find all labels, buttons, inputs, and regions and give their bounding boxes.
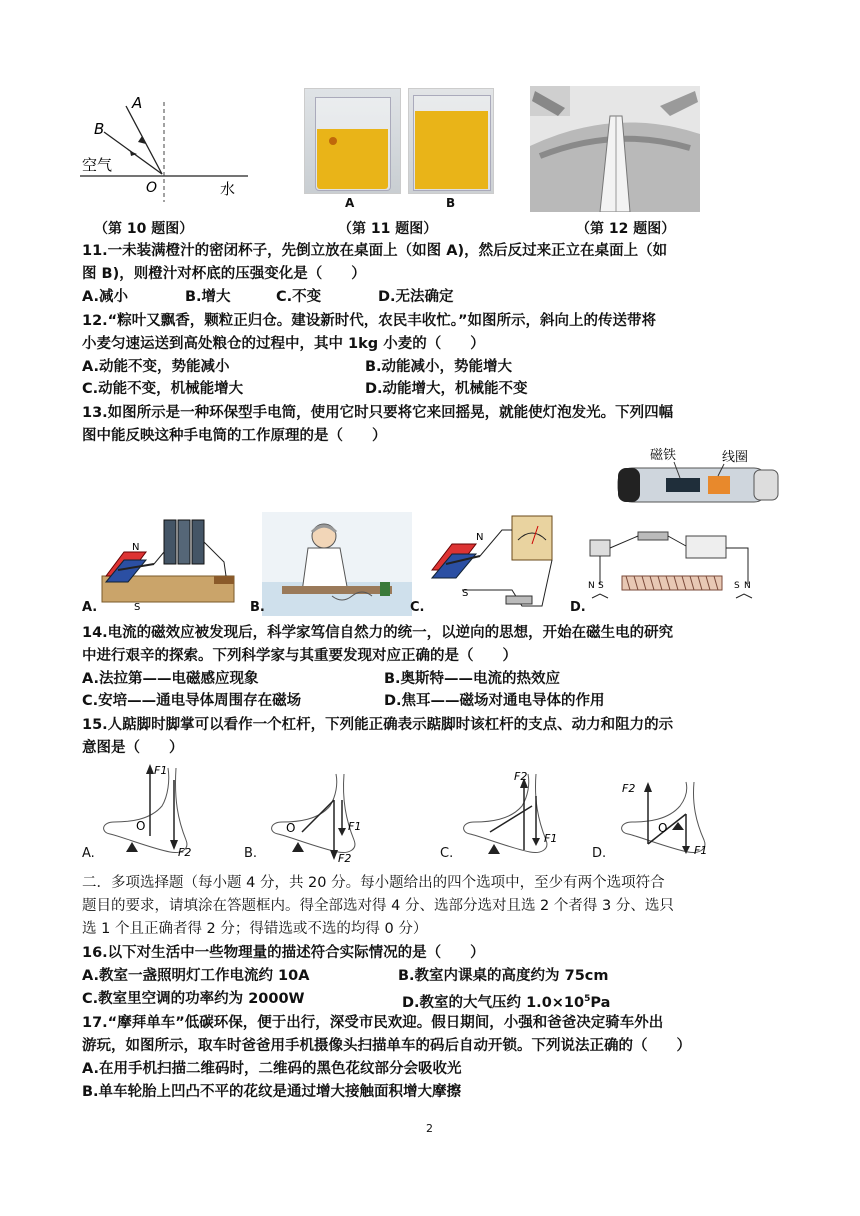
- q13-c-s-label: S: [462, 588, 469, 599]
- q13-d-n-right: N: [744, 581, 751, 591]
- fig12-caption: （第 12 题图）: [576, 221, 676, 237]
- q11-option-a: A.减小: [82, 289, 128, 305]
- q13-line1: 13.如图所示是一种环保型手电筒，使用它时只要将它来回摇晃，就能使灯泡发光。下列四幅: [82, 405, 674, 421]
- section2-line2: 题目的要求，请填涂在答题框内。得全部选对得 4 分、选部分选对且选 2 个者得 3 分、选只: [82, 898, 674, 914]
- q13-d-s-right: S: [734, 581, 740, 591]
- flashlight-illustration: [614, 444, 784, 510]
- q17-line2: 游玩，如图所示，取车时爸爸用手机摄像头扫描单车的码后自动开锁。下列说法正确的（ ）: [82, 1038, 691, 1054]
- q15-d-pivot: O: [658, 821, 668, 835]
- q12-line2: 小麦匀速运送到高处粮仓的过程中，其中 1kg 小麦的（ ）: [82, 336, 485, 352]
- flashlight-magnet-label: 磁铁: [650, 448, 677, 463]
- q12-line1: 12.“粽叶又飘香，颗粒正归仓。建设新时代，农民丰收忙。”如图所示，斜向上的传送带将: [82, 313, 656, 329]
- q14-option-d: D.焦耳——磁场对通电导体的作用: [384, 693, 605, 709]
- fig12-conveyor-photo: [530, 86, 700, 212]
- q13-option-c-diagram: [422, 510, 582, 614]
- q15-foot-d-diagram: [608, 780, 728, 866]
- fig10-refraction-diagram: [80, 92, 250, 204]
- ray-a-label: A: [132, 94, 143, 112]
- q15-a-pivot: O: [136, 819, 146, 833]
- q13-d-n-left: N: [588, 581, 595, 591]
- q13-option-a-diagram: [94, 512, 244, 612]
- q13-c-n-label: N: [476, 532, 484, 543]
- q15-foot-b-diagram: [258, 770, 378, 866]
- q15-d-f1: F1: [694, 844, 708, 857]
- fig10-caption: （第 10 题图）: [94, 221, 194, 237]
- q15-option-c-label: C.: [440, 846, 454, 861]
- q13-a-s-label: S: [134, 602, 141, 612]
- q11-option-d: D.无法确定: [378, 289, 454, 305]
- fig11-cup-a-photo: [304, 88, 401, 194]
- q13-a-n-label: N: [132, 542, 140, 553]
- fig11-caption: （第 11 题图）: [338, 221, 438, 237]
- q13-option-d-label: D.: [570, 600, 586, 615]
- q16-option-a: A.教室一盏照明灯工作电流约 10A: [82, 968, 310, 984]
- section2-line1: 二．多项选择题（每小题 4 分，共 20 分。每小题给出的四个选项中，至少有两个选项符合: [82, 875, 665, 891]
- flashlight-coil-label: 线圈: [722, 450, 749, 465]
- q15-foot-c-diagram: [440, 766, 570, 866]
- q13-option-b-diagram: [262, 512, 412, 616]
- q15-option-d-label: D.: [592, 846, 607, 861]
- cup-a-label: A: [345, 196, 355, 210]
- fig11-cup-b-photo: [408, 88, 494, 194]
- q16-d-unit: Pa: [590, 994, 611, 1011]
- q13-option-c-label: C.: [410, 600, 425, 615]
- q17-option-a: A.在用手机扫描二维码时，二维码的黑色花纹部分会吸收光: [82, 1061, 462, 1077]
- q15-c-f1: F1: [544, 832, 558, 845]
- q13-d-s-left: S: [598, 581, 604, 591]
- page-number: 2: [426, 1122, 433, 1135]
- q13-option-d-diagram: [578, 514, 766, 614]
- q17-option-b: B.单车轮胎上凹凸不平的花纹是通过增大接触面积增大摩擦: [82, 1084, 462, 1100]
- q13-line2: 图中能反映这种手电筒的工作原理的是（ ）: [82, 428, 387, 444]
- q11-option-c: C.不变: [276, 289, 322, 305]
- q15-option-b-label: B.: [244, 846, 258, 861]
- water-label: 水: [220, 180, 236, 198]
- q12-option-c: C.动能不变，机械能增大: [82, 381, 244, 397]
- q15-c-f2: F2: [514, 770, 528, 783]
- q11-line2: 图 B)，则橙汁对杯底的压强变化是（ ）: [82, 266, 366, 282]
- q15-line1: 15.人踮脚时脚掌可以看作一个杠杆，下列能正确表示踮脚时该杠杆的支点、动力和阻力的示: [82, 717, 674, 733]
- q11-line1: 11.一未装满橙汁的密闭杯子，先倒立放在桌面上（如图 A)，然后反过来正立在桌面上（如: [82, 243, 668, 259]
- q16-option-d: D.教室的大气压约 $1.0\times 10^5Pa$: [402, 994, 611, 1011]
- q15-b-f1: F1: [348, 820, 362, 833]
- q16-line1: 16.以下对生活中一些物理量的描述符合实际情况的是（ ）: [82, 945, 485, 961]
- cup-b-label: B: [446, 196, 456, 210]
- q14-option-b: B.奥斯特——电流的热效应: [384, 671, 561, 687]
- ray-b-label: B: [94, 120, 105, 138]
- q15-foot-a-diagram: [90, 760, 210, 866]
- q15-option-a-label: A.: [82, 846, 95, 861]
- q15-d-f2: F2: [622, 782, 636, 795]
- q12-option-d: D.动能增大，机械能不变: [365, 381, 528, 397]
- q14-option-c: C.安培——通电导体周围存在磁场: [82, 693, 302, 709]
- q13-option-b-label: B.: [250, 600, 265, 615]
- q14-option-a: A.法拉第——电磁感应现象: [82, 671, 259, 687]
- q17-line1: 17.“摩拜单车”低碳环保，便于出行，深受市民欢迎。假日期间，小强和爸爸决定骑车外出: [82, 1015, 664, 1031]
- q11-option-b: B.增大: [185, 289, 231, 305]
- section2-line3: 选 1 个且正确者得 2 分；得错选或不选的均得 0 分）: [82, 921, 428, 937]
- q12-option-a: A.动能不变，势能减小: [82, 359, 230, 375]
- q15-b-pivot: O: [286, 821, 296, 835]
- q14-line1: 14.电流的磁效应被发现后，科学家笃信自然力的统一，以逆向的思想，开始在磁生电的研究: [82, 625, 674, 641]
- q12-option-b: B.动能减小，势能增大: [365, 359, 513, 375]
- q15-b-f2: F2: [338, 852, 352, 865]
- q13-option-a-label: A.: [82, 600, 98, 615]
- q14-line2: 中进行艰辛的探索。下列科学家与其重要发现对应正确的是（ ）: [82, 648, 517, 664]
- q15-line2: 意图是（ ）: [82, 740, 184, 756]
- origin-label: O: [146, 180, 158, 196]
- q16-option-b: B.教室内课桌的高度约为 75cm: [398, 968, 609, 984]
- q16-d-exponent: 5: [584, 994, 591, 1004]
- q15-a-f1: F1: [154, 764, 168, 777]
- q16-option-c: C.教室里空调的功率约为 2000W: [82, 991, 305, 1007]
- q15-a-f2: F2: [178, 846, 192, 859]
- air-label: 空气: [82, 156, 113, 174]
